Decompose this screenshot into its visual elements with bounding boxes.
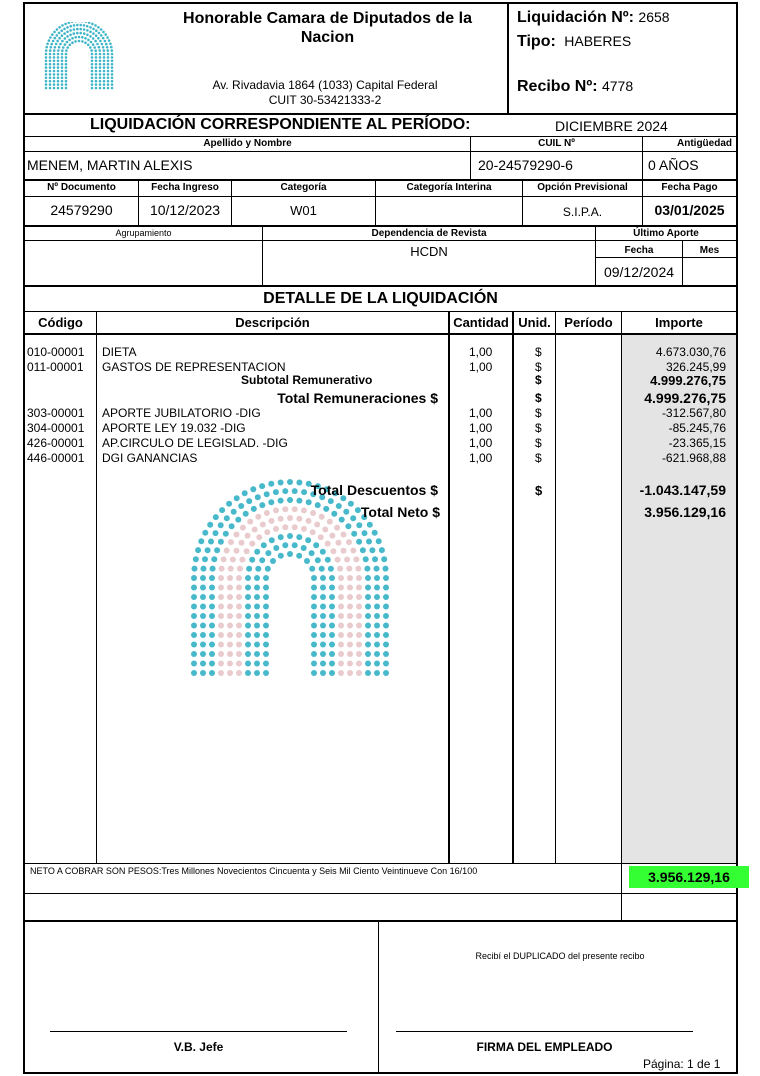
row-line	[23, 285, 738, 287]
row-line	[595, 257, 738, 258]
ultimo-aporte-header: Último Aporte	[633, 228, 699, 239]
deduction-cant: 1,00	[469, 421, 493, 435]
antiguedad-header: Antigüedad	[677, 138, 732, 149]
neto-value-highlight: 3.956.129,16	[629, 866, 749, 888]
item-desc: GASTOS DE REPRESENTACION	[102, 360, 286, 374]
deduction-codigo: 426-00001	[27, 436, 85, 450]
deduction-importe: -621.968,88	[661, 451, 726, 465]
fecha-pago-header: Fecha Pago	[661, 182, 718, 193]
row-line	[23, 151, 738, 152]
org-name: Honorable Camara de Diputados de la Nacion	[183, 10, 472, 46]
col-line	[96, 312, 97, 864]
deduction-unid: $	[535, 436, 542, 450]
deduction-importe: -85.245,76	[668, 421, 726, 435]
deduction-codigo: 303-00001	[27, 406, 85, 420]
neto-text: NETO A COBRAR SON PESOS:Tres Millones Novecientos Cincuenta y Seis Mil Ciento Veintinueve Con 16/100	[30, 866, 478, 876]
name-header: Apellido y Nombre	[203, 138, 292, 149]
period-bottom-line	[23, 136, 738, 137]
employee-fecha-pago: 03/01/2025	[654, 202, 725, 218]
deduction-desc: APORTE JUBILATORIO -DIG	[102, 406, 261, 420]
row-line	[23, 920, 738, 922]
ua-mes-header: Mes	[699, 245, 720, 256]
item-codigo: 011-00001	[27, 360, 84, 374]
item-cant: 1,00	[469, 345, 493, 359]
row-line	[23, 196, 738, 197]
col-importe: Importe	[655, 315, 703, 330]
deduction-desc: DGI GANANCIAS	[102, 451, 198, 465]
liquidacion-label: Liquidación Nº:	[517, 9, 634, 26]
dependencia-header: Dependencia de Revista	[371, 228, 487, 239]
ua-fecha-header: Fecha	[624, 245, 654, 256]
congress-logo	[44, 22, 114, 92]
tipo-value: HABERES	[564, 33, 632, 49]
ingreso-header: Fecha Ingreso	[151, 182, 219, 193]
subtotal-label: Subtotal Remunerativo	[241, 373, 373, 387]
deduction-unid: $	[535, 451, 542, 465]
vb-jefe-label: V.B. Jefe	[173, 1040, 224, 1054]
frame-right	[736, 2, 738, 1074]
item-codigo: 010-00001	[27, 345, 85, 359]
frame-top	[23, 2, 738, 4]
col-line	[378, 921, 379, 1073]
employee-ingreso: 10/12/2023	[149, 202, 221, 218]
detail-title: DETALLE DE LA LIQUIDACIÓN	[263, 290, 498, 307]
deduction-importe: -312.567,80	[661, 406, 726, 420]
frame-bottom	[23, 1072, 738, 1074]
total-desc-value: -1.043.147,59	[639, 482, 726, 498]
ua-fecha: 09/12/2024	[603, 264, 675, 280]
item-cant: 1,00	[469, 360, 493, 374]
signature-line-jefe	[50, 1031, 347, 1032]
tipo-row	[517, 33, 631, 51]
item-unid: $	[535, 345, 542, 359]
row-line	[23, 863, 738, 864]
liquidacion-number-row	[517, 9, 670, 27]
deduction-importe: -23.365,15	[668, 436, 726, 450]
recibo-label: Recibo Nº:	[517, 78, 598, 95]
signature-line-empleado	[396, 1031, 693, 1032]
total-neto-value: 3.956.129,16	[644, 504, 726, 520]
deduction-codigo: 446-00001	[27, 451, 85, 465]
period-top-line	[23, 113, 738, 115]
employee-categoria: W01	[290, 203, 317, 218]
cat-interina-header: Categoría Interina	[406, 182, 492, 193]
item-importe: 326.245,99	[665, 360, 726, 374]
employee-antiguedad: 0 AÑOS	[648, 157, 699, 173]
col-unid: Unid.	[518, 315, 551, 330]
row-line	[23, 179, 738, 181]
row-line	[23, 893, 738, 894]
col-line	[512, 312, 514, 864]
item-desc: DIETA	[102, 345, 137, 359]
col-line	[621, 864, 622, 921]
cuil-header: CUIL Nº	[538, 138, 575, 149]
total-desc-unid: $	[535, 483, 543, 498]
employee-opcion: S.I.P.A.	[562, 205, 603, 219]
deduction-unid: $	[535, 421, 542, 435]
employee-cuil: 20-24579290-6	[478, 157, 573, 173]
period-value: DICIEMBRE 2024	[555, 118, 668, 134]
deduction-cant: 1,00	[469, 406, 493, 420]
categoria-header: Categoría	[280, 182, 327, 193]
row-line	[23, 240, 738, 241]
col-cantidad: Cantidad	[453, 315, 509, 330]
org-cuit: CUIT 30-53421333-2	[268, 93, 382, 107]
deduction-cant: 1,00	[469, 451, 493, 465]
agrupamiento-header: Agrupamiento	[115, 228, 172, 238]
period-label: LIQUIDACIÓN CORRESPONDIENTE AL PERÍODO:	[90, 116, 471, 133]
deduction-cant: 1,00	[469, 436, 493, 450]
total-rem-label: Total Remuneraciones $	[277, 390, 438, 406]
total-rem-value: 4.999.276,75	[644, 390, 726, 406]
total-desc-label: Total Descuentos $	[310, 482, 438, 498]
col-descripcion: Descripción	[235, 315, 310, 330]
recibo-number: 4778	[601, 78, 634, 94]
col-line	[448, 312, 450, 864]
col-line	[555, 312, 556, 864]
tipo-label: Tipo:	[517, 33, 556, 50]
total-rem-unid: $	[535, 391, 542, 405]
recibi-text: Recibí el DUPLICADO del presente recibo	[475, 951, 645, 961]
liquidacion-number: 2658	[638, 9, 670, 25]
deduction-desc: AP.CIRCULO DE LEGISLAD. -DIG	[102, 436, 288, 450]
deduction-codigo: 304-00001	[27, 421, 85, 435]
total-neto-label: Total Neto $	[360, 504, 440, 520]
row-line	[23, 225, 738, 227]
org-address: Av. Rivadavia 1864 (1033) Capital Federal	[212, 78, 438, 92]
col-codigo: Código	[38, 315, 83, 330]
frame-left	[23, 2, 25, 1074]
employee-doc: 24579290	[50, 202, 113, 218]
firma-empleado-label: FIRMA DEL EMPLEADO	[476, 1040, 613, 1054]
doc-header: Nº Documento	[47, 182, 116, 193]
recibo-row	[517, 78, 633, 96]
employee-name: MENEM, MARTIN ALEXIS	[27, 157, 193, 173]
row-line	[23, 311, 738, 312]
subtotal-value: 4.999.276,75	[650, 373, 726, 388]
col-periodo: Período	[564, 315, 613, 330]
page-number: Página: 1 de 1	[643, 1057, 721, 1071]
item-importe: 4.673.030,76	[655, 345, 726, 359]
employee-dependencia: HCDN	[410, 244, 448, 259]
deduction-desc: APORTE LEY 19.032 -DIG	[102, 421, 246, 435]
item-unid: $	[535, 360, 542, 374]
opcion-header: Opción Previsional	[537, 182, 628, 193]
deduction-unid: $	[535, 406, 542, 420]
header-divider	[507, 2, 509, 114]
subtotal-unid: $	[535, 373, 542, 387]
